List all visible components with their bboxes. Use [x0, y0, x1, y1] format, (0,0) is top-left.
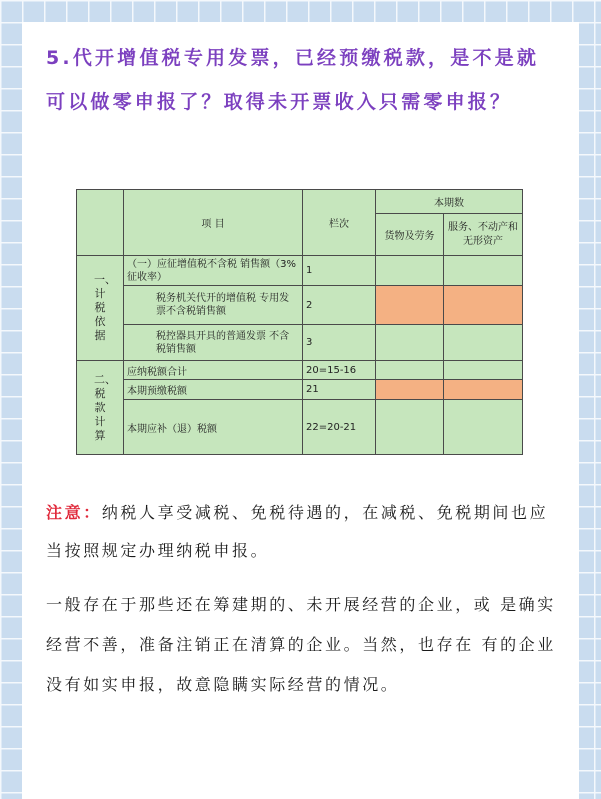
section-label: 一、计税依据 — [77, 256, 124, 361]
header-services: 服务、不动产和无形资产 — [444, 214, 523, 256]
table-row-col: 1 — [303, 256, 376, 286]
table-row-item: 税控器具开具的普通发票 不含税销售额 — [124, 325, 303, 361]
header-col: 栏次 — [303, 190, 376, 256]
table-cell — [444, 400, 523, 455]
table-cell-highlight — [376, 380, 444, 400]
table-row-col: 21 — [303, 380, 376, 400]
table-row-item: 本期预缴税额 — [124, 380, 303, 400]
table-row-col: 22=20-21 — [303, 400, 376, 455]
table-row-item: 应纳税额合计 — [124, 361, 303, 380]
table-corner — [77, 190, 124, 256]
table-cell — [444, 325, 523, 361]
table-cell — [376, 256, 444, 286]
table-cell-highlight — [376, 286, 444, 325]
table-cell — [376, 361, 444, 380]
header-item: 项 目 — [124, 190, 303, 256]
table-row-item: 税务机关代开的增值税 专用发票不含税销售额 — [124, 286, 303, 325]
table-row-item: 本期应补（退）税额 — [124, 400, 303, 455]
note-text: 纳税人享受减税、免税待遇的，在减税、免税期间也应当按照规定办理纳税申报。 — [46, 503, 549, 560]
table-cell — [376, 400, 444, 455]
table-cell — [376, 325, 444, 361]
section-label: 二、税款计算 — [77, 361, 124, 455]
header-goods: 货物及劳务 — [376, 214, 444, 256]
content-card — [22, 22, 579, 799]
header-period: 本期数 — [376, 190, 523, 214]
table-row-col: 2 — [303, 286, 376, 325]
tax-table-image — [76, 189, 522, 454]
table-cell-highlight — [444, 286, 523, 325]
table-row-col: 3 — [303, 325, 376, 361]
body-paragraph: 一般存在于那些还在筹建期的、未开展经营的企业，或 是确实经营不善，准备注销正在清算的企业。当然，也存在 有的企业没有如实申报，故意隐瞒实际经营的情况。 — [46, 595, 556, 694]
table-cell-highlight — [444, 380, 523, 400]
table-row-item: （一）应征增值税不含税 销售额（3%征收率） — [124, 256, 303, 286]
table-cell — [444, 256, 523, 286]
table-row-col: 20=15-16 — [303, 361, 376, 380]
note-label: 注意： — [46, 503, 102, 522]
question-heading: 5.代开增值税专用发票，已经预缴税款，是不是就可以做零申报了？取得未开票收入只需零申报？ — [46, 47, 540, 113]
tax-table — [76, 189, 523, 455]
table-cell — [444, 361, 523, 380]
note-paragraph — [46, 494, 556, 570]
